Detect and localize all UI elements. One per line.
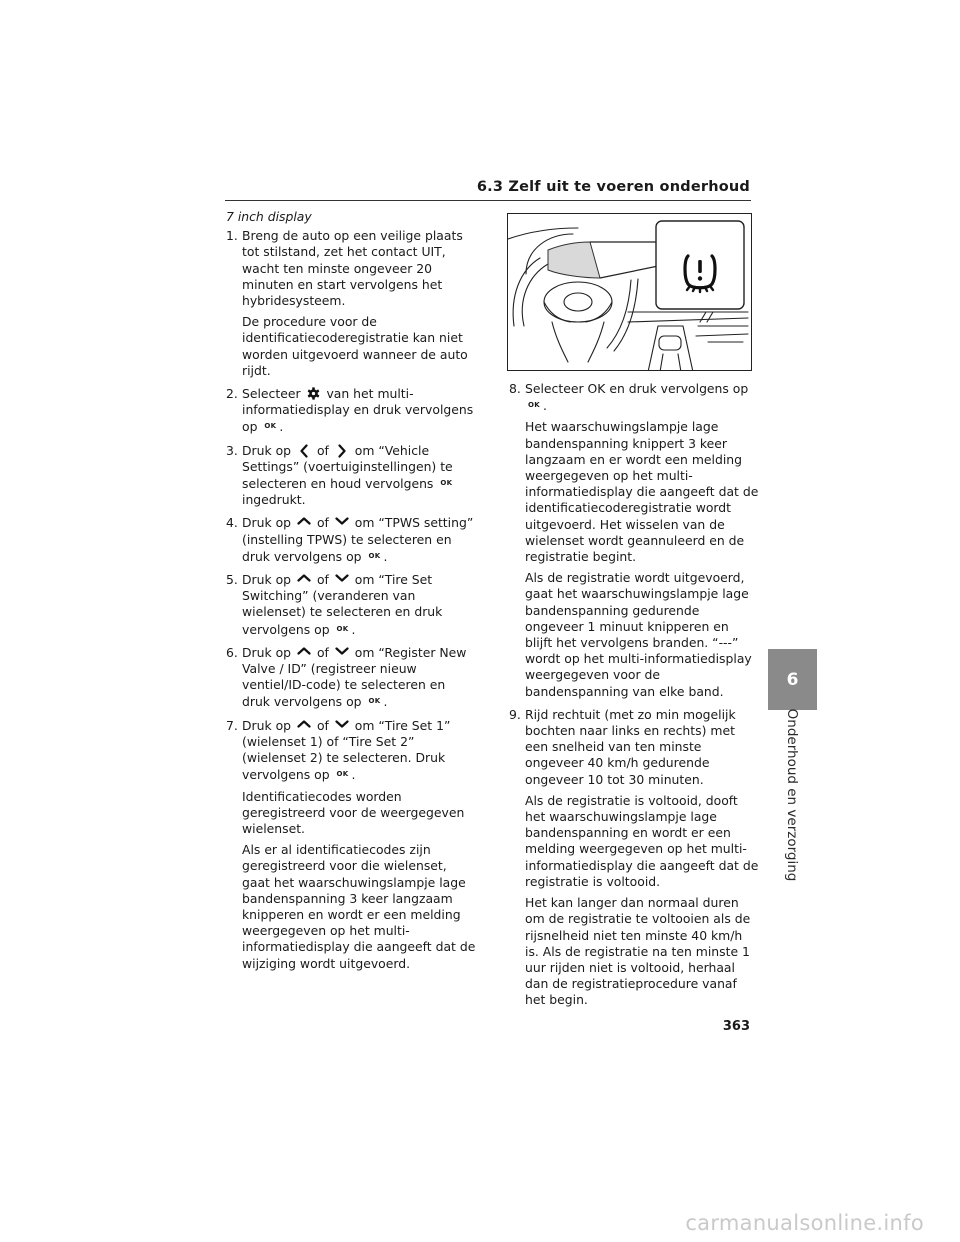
- step-number: 8.: [509, 381, 521, 396]
- left-column: [226, 209, 476, 979]
- dashboard-illustration: [507, 213, 752, 371]
- ok-button-icon: OK: [368, 697, 381, 706]
- ok-button-icon: OK: [368, 551, 381, 560]
- step-text: Druk op of om “Vehicle Settings” (voertuiginstellingen) te selecteren en houd vervolgens OK ingedrukt.: [242, 442, 453, 508]
- display-subheading: 7 inch display: [226, 209, 312, 224]
- step-4: [226, 515, 476, 565]
- ok-button-icon: OK: [440, 479, 453, 488]
- step-8: [509, 381, 759, 700]
- step-6: [226, 645, 476, 711]
- step-note: Als de registratie is voltooid, dooft het waarschuwingslampje lage bandenspanning en wordt er een melding weergegeven op het multi-informatiedisplay die aangeeft dat de registratie is voltooid.: [525, 792, 759, 889]
- step-number: 4.: [226, 515, 238, 531]
- step-text: Druk op of om “Tire Set 1” (wielenset 1) of “Tire Set 2” (wielenset 2) te selecteren. Druk vervolgens op OK .: [242, 717, 451, 783]
- step-text: Selecteer OK en druk vervolgens op OK .: [525, 381, 749, 414]
- chapter-title: Onderhoud en verzorging: [784, 708, 800, 882]
- chevron-up-icon: [295, 516, 313, 530]
- step-note: Het waarschuwingslampje lage bandenspanning knippert 3 keer langzaam en er wordt een melding weergegeven op het multi-informatiedisplay die aangeeft dat de identificatiecoderegistratie wordt uitgevoerd. Het wisselen van de wielenset wordt geannuleerd en de registratie begint.: [525, 419, 759, 565]
- step-note: Identificatiecodes worden geregistreerd voor de weergegeven wielenset.: [242, 788, 465, 836]
- step-number: 3.: [226, 442, 238, 458]
- step-text: Selecteer van het multi-informatiedisplay en druk vervolgens op OK .: [242, 386, 474, 435]
- chevron-up-icon: [295, 719, 313, 733]
- step-note: Als er al identificatiecodes zijn geregistreerd voor die wielenset, gaat het waarschuwingslampje lage bandenspanning 3 keer langzaam knipperen en wordt er een melding weergegeven op het multi-informatiedisplay die aangeeft dat de wijziging wordt uitgevoerd.: [242, 842, 476, 971]
- step-text: Rijd rechtuit (met zo min mogelijk bochten naar links en rechts) met een snelheid van ten minste ongeveer 40 km/h gedurende ongeveer 10 tot 30 minuten.: [525, 706, 736, 787]
- header-rule: [225, 200, 751, 201]
- step-number: 9.: [509, 706, 521, 722]
- chevron-left-icon: [295, 444, 313, 458]
- step-2: [226, 386, 476, 436]
- watermark: carmanualsonline.info: [685, 1211, 924, 1235]
- ok-button-icon: OK: [264, 422, 277, 431]
- step-note: Het kan langer dan normaal duren om de registratie te voltooien als de rijsnelheid niet ten minste 40 km/h is. Als de registratie na ten minste 1 uur rijden niet is voltooid, herhaal dan de registratieprocedure vanaf het begin.: [525, 895, 751, 1008]
- step-1: [226, 228, 476, 379]
- chevron-up-icon: [295, 573, 313, 587]
- chevron-down-icon: [333, 719, 351, 733]
- step-text: Breng de auto op een veilige plaats tot stilstand, zet het contact UIT, wacht ten minste ongeveer 20 minuten en start vervolgens het hybridesysteem.: [242, 228, 463, 309]
- page-number: 363: [722, 1019, 750, 1034]
- step-5: [226, 572, 476, 638]
- ok-button-icon: OK: [336, 624, 349, 633]
- chapter-tab: [768, 649, 817, 710]
- section-title: 6.3 Zelf uit te voeren onderhoud: [476, 179, 750, 195]
- chevron-down-icon: [333, 646, 351, 660]
- chevron-up-icon: [295, 646, 313, 660]
- step-number: 2.: [226, 386, 238, 402]
- step-9: [509, 707, 759, 1009]
- chevron-right-icon: [333, 444, 351, 458]
- chapter-number: 6: [786, 669, 799, 690]
- step-3: [226, 443, 476, 509]
- step-note: De procedure voor de identificatiecoderegistratie kan niet worden uitgevoerd wanneer de auto rijdt.: [242, 314, 468, 378]
- ok-button-icon: OK: [528, 401, 540, 410]
- step-7: [226, 718, 476, 972]
- step-text: Druk op of om “TPWS setting” (instelling TPWS) te selecteren en druk vervolgens op OK .: [242, 515, 474, 564]
- right-column: [509, 381, 759, 1016]
- chevron-down-icon: [333, 516, 351, 530]
- chevron-down-icon: [333, 573, 351, 587]
- step-note: Als de registratie wordt uitgevoerd, gaat het waarschuwingslampje lage bandenspanning gedurende ongeveer 1 minuut knipperen en blijft het vervolgens branden. “---” wordt op het multi-informatiedisplay weergegeven voor de bandenspanning van elke band.: [525, 570, 752, 699]
- step-number: 7.: [226, 717, 238, 733]
- step-number: 6.: [226, 644, 238, 660]
- step-number: 5.: [226, 572, 238, 588]
- gear-icon: [305, 387, 323, 401]
- step-number: 1.: [226, 228, 238, 244]
- step-text: Druk op of om “Tire Set Switching” (veranderen van wielenset) te selecteren en druk vervolgens op OK .: [242, 572, 443, 637]
- step-text: Druk op of om “Register New Valve / ID” (registreer nieuw ventiel/ID-code) te selecteren en druk vervolgens op OK .: [242, 644, 467, 710]
- ok-button-icon: OK: [336, 770, 349, 779]
